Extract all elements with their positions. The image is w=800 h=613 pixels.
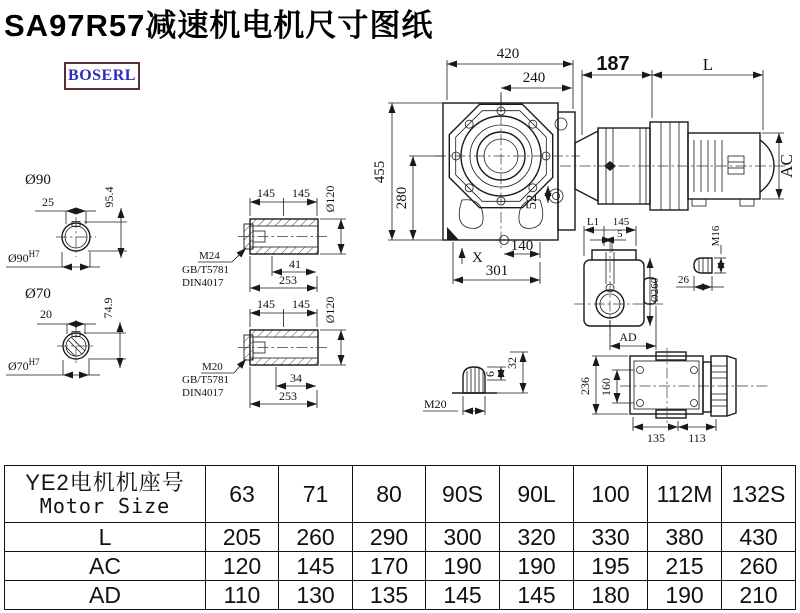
size-col-90l: 90L: [500, 466, 574, 523]
cell-AC-90s: 190: [426, 552, 500, 581]
label-m24: M24: [199, 250, 220, 262]
table-header-row: [5, 466, 796, 523]
dim-420: 420: [496, 46, 520, 62]
cell-AD-132s: 210: [722, 581, 796, 610]
dim-95-4: 95.4: [102, 186, 116, 208]
cell-L-90s: 300: [426, 523, 500, 552]
hollow-shaft-bottom: [182, 297, 346, 408]
table-row-AD: [5, 581, 796, 610]
size-col-90s: 90S: [426, 466, 500, 523]
cell-AC-80: 170: [353, 552, 426, 581]
dim-301: 301: [485, 263, 509, 279]
dim-160: 160: [599, 378, 613, 396]
dim-236: 236: [578, 377, 592, 395]
label-bore-70: $Ø70^{H7}$: [8, 357, 40, 373]
dim-dia-260: Ø260: [649, 277, 661, 303]
label-gbt5781-bot: GB/T5781: [182, 374, 230, 386]
cell-L-112m: 380: [648, 523, 722, 552]
row-label-AC: AC: [5, 552, 206, 581]
dim-52: 52: [524, 194, 540, 210]
gearbox-side-view: [574, 216, 726, 350]
motor-size-table: [4, 465, 796, 610]
cell-AC-132s: 260: [722, 552, 796, 581]
hollow-shaft-top: [182, 186, 346, 292]
dim-145b-bot: 145: [292, 297, 310, 311]
dim-ac: AC: [777, 154, 796, 178]
dim-motor-length: L: [702, 55, 714, 74]
cell-AC-112m: 215: [648, 552, 722, 581]
row-label-AD: AD: [5, 581, 206, 610]
cell-AD-71: 130: [279, 581, 353, 610]
dim-26: 26: [678, 274, 689, 286]
cell-AC-63: 120: [206, 552, 279, 581]
dim-145a-bot: 145: [257, 297, 275, 311]
dim-187: 187: [596, 53, 630, 75]
size-col-71: 71: [279, 466, 353, 523]
label-gbt5781-top: GB/T5781: [182, 264, 230, 276]
label-m20-shaft: M20: [202, 361, 223, 373]
cell-L-63: 205: [206, 523, 279, 552]
plug-detail: [423, 352, 528, 415]
cell-AC-90l: 190: [500, 552, 574, 581]
gearbox-rear-view: [578, 348, 768, 445]
size-col-112m: 112M: [648, 466, 722, 523]
gearbox-front-dimensions: [372, 46, 573, 284]
page-title: SA97R57减速机电机尺寸图纸: [4, 8, 434, 43]
motor-assembly: [560, 122, 788, 210]
dim-74-9: 74.9: [101, 297, 115, 319]
size-col-132s: 132S: [722, 466, 796, 523]
size-col-100: 100: [574, 466, 648, 523]
cell-AD-90s: 145: [426, 581, 500, 610]
label-din4017-bot: DIN4017: [182, 387, 224, 399]
dim-240: 240: [522, 70, 546, 86]
dim-253-top: 253: [279, 273, 297, 287]
dim-ad: AD: [619, 330, 637, 344]
cell-AD-63: 110: [206, 581, 279, 610]
label-dia-90: Ø90: [25, 172, 51, 188]
dim-145a-top: 145: [257, 186, 275, 200]
brand-logo-text: BOSERL: [68, 67, 136, 84]
dim-41: 41: [289, 257, 301, 271]
table-row-AC: [5, 552, 796, 581]
label-din4017-top: DIN4017: [182, 277, 224, 289]
cell-L-71: 260: [279, 523, 353, 552]
cell-L-90l: 320: [500, 523, 574, 552]
cell-AC-100: 195: [574, 552, 648, 581]
dim-6: 6: [483, 371, 497, 377]
table-header-title: [5, 466, 206, 523]
label-bore-90: $Ø90^{H7}$: [8, 249, 40, 265]
cell-L-100: 330: [574, 523, 648, 552]
dim-x-mark: X: [472, 250, 483, 266]
label-m20-plug: M20: [424, 397, 447, 411]
cell-AC-71: 145: [279, 552, 353, 581]
table-row-L: [5, 523, 796, 552]
dim-253-bot: 253: [279, 389, 297, 403]
dim-dia-120-top: Ø120: [323, 185, 337, 213]
dim-key-20: 20: [40, 307, 52, 321]
dim-455: 455: [372, 160, 388, 184]
shaft-section-70: [6, 286, 126, 375]
gearbox-front-view: [435, 95, 580, 248]
dim-l1: L1: [586, 216, 600, 228]
cell-AD-112m: 190: [648, 581, 722, 610]
cell-L-80: 290: [353, 523, 426, 552]
dim-32: 32: [505, 357, 519, 369]
dim-34: 34: [290, 371, 302, 385]
motor-size-label-en: Motor Size: [39, 494, 171, 519]
dim-key-25: 25: [42, 195, 54, 209]
motor-dimensions: [582, 53, 796, 199]
row-label-L: L: [5, 523, 206, 552]
dim-135: 135: [647, 431, 665, 445]
dim-113: 113: [688, 431, 706, 445]
label-dia-70: Ø70: [25, 286, 51, 302]
size-col-80: 80: [353, 466, 426, 523]
label-m16: M16: [710, 225, 722, 247]
dim-140: 140: [510, 238, 534, 254]
cell-L-132s: 430: [722, 523, 796, 552]
cell-AD-100: 180: [574, 581, 648, 610]
cell-AD-80: 135: [353, 581, 426, 610]
dim-145-side: 145: [612, 216, 630, 228]
dim-280: 280: [394, 186, 410, 210]
cell-AD-90l: 145: [500, 581, 574, 610]
shaft-section-90: [6, 172, 127, 267]
motor-size-label-cn: YE2电机机座号: [25, 469, 185, 495]
dim-145b-top: 145: [292, 186, 310, 200]
dim-5: 5: [617, 228, 623, 240]
size-col-63: 63: [206, 466, 279, 523]
dim-dia-120-bot: Ø120: [323, 296, 337, 324]
